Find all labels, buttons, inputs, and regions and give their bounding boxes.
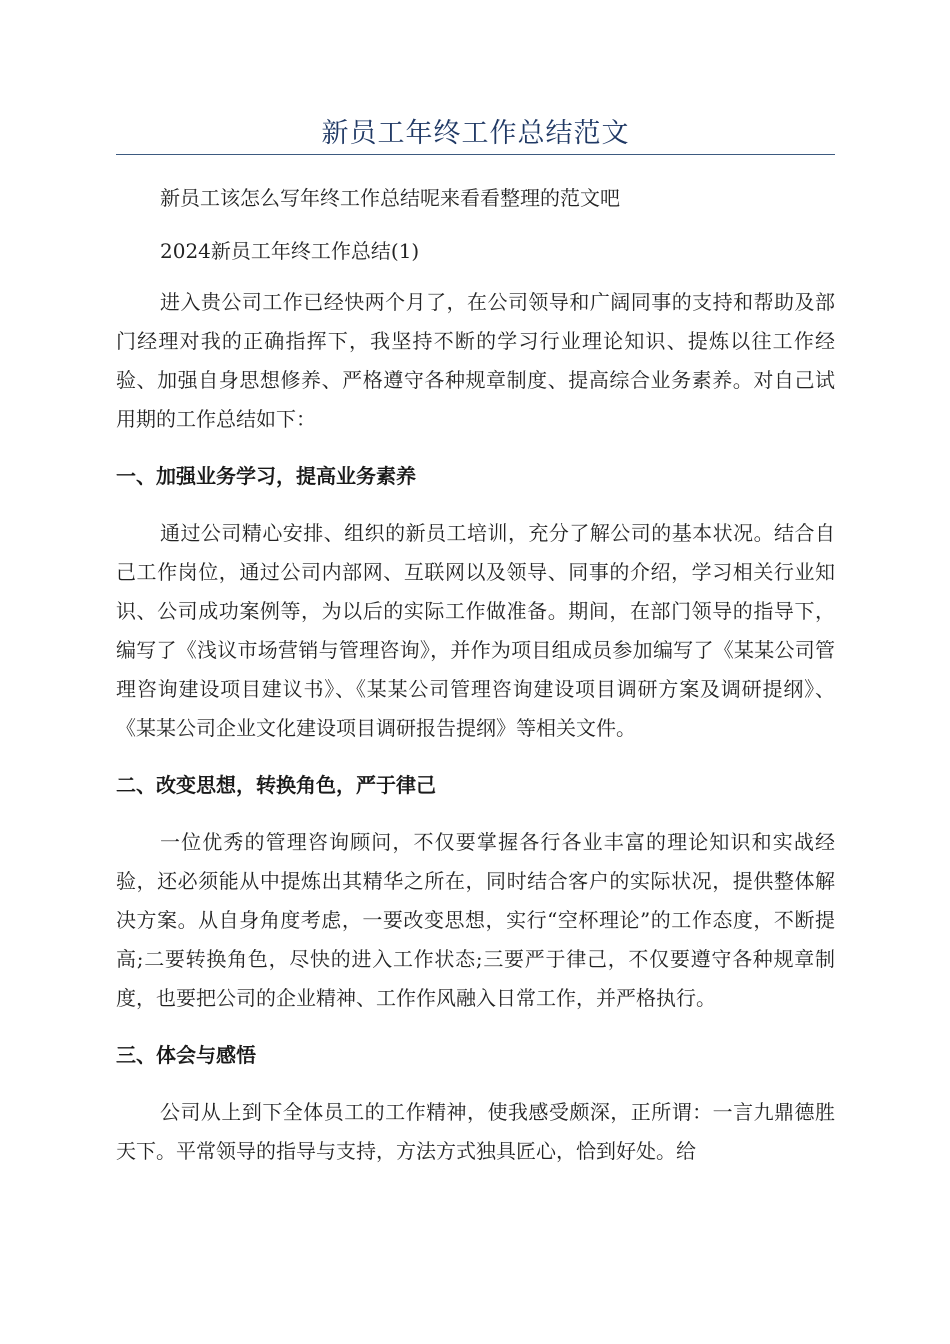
- section-heading-1: 一、加强业务学习，提高业务素养: [116, 464, 416, 488]
- paragraph-3: 一位优秀的管理咨询顾问，不仅要掌握各行各业丰富的理论知识和实战经验，还必须能从中提炼出其精华之所在，同时结合客户的实际状况，提供整体解决方案。从自身角度考虑，一要改变思想，实行“空杯理论”的工作态度，不断提高;二要转换角色，尽快的进入工作状态;三要严于律己，不仅要遵守各种规章制度，也要把公司的企业精神、工作作风融入日常工作，并严格执行。: [116, 830, 835, 1010]
- paragraph-2: 通过公司精心安排、组织的新员工培训，充分了解公司的基本状况。结合自己工作岗位，通过公司内部网、互联网以及领导、同事的介绍，学习相关行业知识、公司成功案例等，为以后的实际工作做准备。期间，在部门领导的指导下，编写了《浅议市场营销与管理咨询》，并作为项目组成员参加编写了《某某公司管理咨询建设项目建议书》、《某某公司管理咨询建设项目调研方案及调研提纲》、《某某公司企业文化建设项目调研报告提纲》等相关文件。: [116, 521, 835, 740]
- paragraph-1: 进入贵公司工作已经快两个月了，在公司领导和广阔同事的支持和帮助及部门经理对我的正确指挥下，我坚持不断的学习行业理论知识、提炼以往工作经验、加强自身思想修养、严格遵守各种规章制度、提高综合业务素养。对自己试用期的工作总结如下：: [116, 290, 835, 431]
- subtitle-line: 2024新员工年终工作总结(1): [160, 239, 420, 263]
- title-underline: [116, 154, 835, 155]
- intro-line: 新员工该怎么写年终工作总结呢来看看整理的范文吧: [160, 186, 620, 210]
- document-title: 新员工年终工作总结范文: [321, 118, 630, 149]
- section-heading-3: 三、体会与感悟: [116, 1043, 256, 1067]
- paragraph-4: 公司从上到下全体员工的工作精神，使我感受颇深，正所谓：一言九鼎德胜天下。平常领导的指导与支持，方法方式独具匠心，恰到好处。给: [116, 1100, 835, 1163]
- document-page: [116, 0, 835, 1171]
- section-heading-2: 二、改变思想，转换角色，严于律己: [116, 773, 436, 797]
